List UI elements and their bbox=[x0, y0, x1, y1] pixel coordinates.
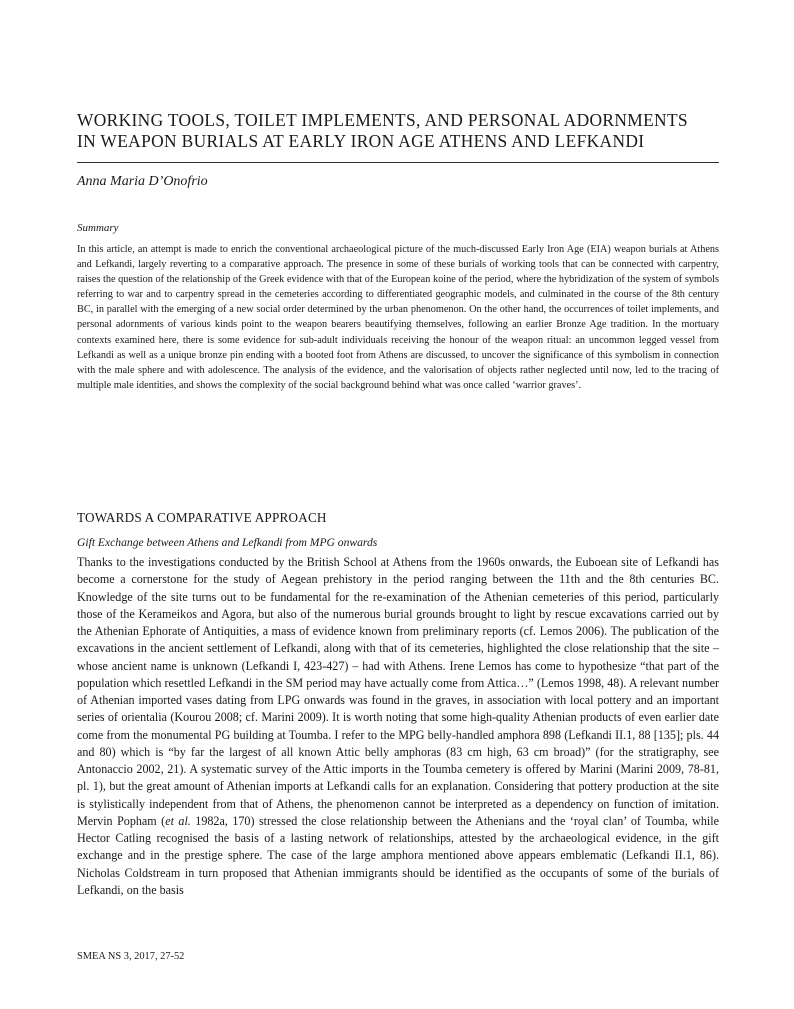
section-subheading: Gift Exchange between Athens and Lefkandi from MPG onwards bbox=[77, 536, 378, 549]
body-paragraph bbox=[77, 554, 719, 899]
article-title bbox=[77, 110, 727, 152]
body-paragraph-part-2: 1982a, 170) stressed the close relationship between the Athenians and the ‘royal clan’ of Toumba, while Hector Catling recognised the basis of a lasting network of relationships, attested by the archaeological evidence, in the gift exchange and in the prestige sphere. The case of the large amphora mentioned above appears emblematic (Lefkandi II.1, 86). Nicholas Coldstream in turn proposed that Athenian immigrants should be identified as the occupants of some of the burials of Lefkandi, on the basis bbox=[77, 813, 719, 897]
article-title-line-1: WORKING TOOLS, TOILET IMPLEMENTS, AND PERSONAL ADORNMENTS bbox=[77, 110, 688, 130]
summary-text: In this article, an attempt is made to enrich the conventional archaeological picture of the much-discussed Early Iron Age (EIA) weapon burials at Athens and Lefkandi, largely reverting to a comparative approach. The presence in some of these burials of working tools that can be connected with carpentry, raises the question of the relationship of the Greek evidence with that of the European koine of the period, where the hybridization of the system of symbols referring to war and to carpentry spread in the cemeteries according to differentiated geographic models, and culminated in the course of the 8th century BC, in parallel with the emerging of a new social order determined by the urban phenomenon. On the other hand, the occurrences of toilet implements, and personal adornments of various kinds point to the weapon bearers beautifying themselves, following an earlier Bronze Age tradition. In the mortuary contexts examined here, there is some evidence for sub-adult individuals receiving the honour of the weapon ritual: an uncommon legged vessel from Lefkandi as well as a unique bronze pin ending with a booted foot from Athens are discussed, to uncover the significance of this symbolism in connection with the male sphere and with adolescence. The analysis of the evidence, and the valorisation of objects rather neglected until now, led to the tracing of multiple male identities, and shows the complexity of the social background behind what was once called ‘warrior graves’. bbox=[77, 244, 719, 391]
author-name: Anna Maria D’Onofrio bbox=[77, 174, 208, 189]
article-title-line-2: IN WEAPON BURIALS AT EARLY IRON AGE ATHENS AND LEFKANDI bbox=[77, 131, 645, 151]
body-paragraph-part-1: Thanks to the investigations conducted by the British School at Athens from the 1960s onwards, the Euboean site of Lefkandi has become a cornerstone for the study of Aegean prehistory in the period ranging between the 11th and the 8th centuries BC. Knowledge of the site turns out to be fundamental for the re-examination of the Athenian cemeteries of this period, particularly those of the Kerameikos and Agora, but also of the numerous burial grounds brought to light by rescue excavations carried out by the Athenian Ephorate of Antiquities, a mass of evidence known from preliminary reports (cf. Lemos 2006). The publication of the excavations in the ancient settlement of Lefkandi, along with that of its cemeteries, highlighted the close relationship that the site – whose ancient name is unknown (Lefkandi I, 423-427) – had with Athens. Irene Lemos has come to hypothesize “that part of the population which resettled Lefkandi in the SM period may have actually come from Attica…” (Lemos 1998, 48). A relevant number of Athenian imported vases dating from LPG onwards was found in the graves, in association with local pottery and an important series of orientalia (Kourou 2008; cf. Marini 2009). It is worth noting that some high-quality Athenian products of even earlier date come from the monumental PG building at Toumba. I refer to the MPG belly-handled amphora 898 (Lefkandi II.1, 88 [135]; pls. 44 and 80) which is “by far the largest of all known Attic belly amphoras (83 cm high, 63 cm broad)” (for the stratigraphy, see Antonaccio 2002, 21). A systematic survey of the Attic imports in the Toumba cemetery is offered by Marini (Marini 2009, 78-81, pl. 1), but the great amount of Athenian imports at Lefkandi calls for an explanation. Considering that pottery production at the site is stylistically independent from that of Athens, the phenomenon cannot be interpreted as a dependency on function of imitation. Mervin Popham ( bbox=[77, 555, 719, 828]
section-heading: TOWARDS A COMPARATIVE APPROACH bbox=[77, 510, 327, 525]
summary-label: Summary bbox=[77, 222, 119, 234]
journal-citation: SMEA NS 3, 2017, 27-52 bbox=[77, 951, 185, 962]
body-paragraph-et-al: et al. bbox=[165, 813, 191, 828]
title-divider bbox=[77, 162, 719, 163]
